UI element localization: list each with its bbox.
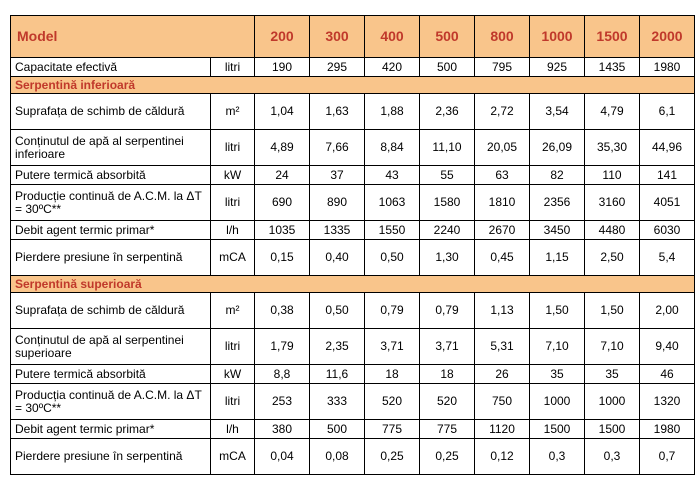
header-row	[11, 16, 695, 58]
model-column-header: 500	[420, 16, 475, 58]
value-cell: 520	[420, 384, 475, 420]
spec-table	[10, 15, 695, 475]
value-cell: 3,54	[530, 94, 585, 130]
parameter-cell: Conținutul de apă al serpentinei inferioare	[11, 130, 211, 166]
unit-cell: litri	[211, 185, 255, 221]
value-cell: 2,35	[310, 329, 365, 365]
value-cell: 7,10	[585, 329, 640, 365]
value-cell: 1550	[365, 221, 420, 240]
unit-cell: litri	[211, 58, 255, 77]
value-cell: 26	[475, 365, 530, 384]
value-cell: 1000	[585, 384, 640, 420]
value-cell: 110	[585, 166, 640, 185]
value-cell: 55	[420, 166, 475, 185]
value-cell: 1,50	[530, 293, 585, 329]
unit-cell: kW	[211, 365, 255, 384]
value-cell: 0,50	[310, 293, 365, 329]
value-cell: 0,79	[365, 293, 420, 329]
parameter-cell: Debit agent termic primar*	[11, 420, 211, 439]
section-title: Serpentină inferioară	[11, 77, 695, 94]
value-cell: 520	[365, 384, 420, 420]
spec-table-body	[11, 58, 695, 475]
parameter-cell: Putere termică absorbită	[11, 365, 211, 384]
section-title: Serpentină superioară	[11, 276, 695, 293]
value-cell: 1,63	[310, 94, 365, 130]
table-row	[11, 185, 695, 221]
table-row	[11, 94, 695, 130]
value-cell: 1,15	[530, 240, 585, 276]
value-cell: 0,15	[255, 240, 310, 276]
value-cell: 7,66	[310, 130, 365, 166]
value-cell: 1500	[585, 420, 640, 439]
value-cell: 2,36	[420, 94, 475, 130]
value-cell: 43	[365, 166, 420, 185]
value-cell: 190	[255, 58, 310, 77]
value-cell: 775	[420, 420, 475, 439]
parameter-cell: Suprafața de schimb de căldură	[11, 293, 211, 329]
unit-cell: mCA	[211, 240, 255, 276]
value-cell: 750	[475, 384, 530, 420]
value-cell: 775	[365, 420, 420, 439]
model-column-header: 1500	[585, 16, 640, 58]
value-cell: 500	[310, 420, 365, 439]
value-cell: 4,79	[585, 94, 640, 130]
value-cell: 35	[530, 365, 585, 384]
table-row	[11, 166, 695, 185]
value-cell: 0,25	[365, 439, 420, 475]
value-cell: 2356	[530, 185, 585, 221]
section-header-row	[11, 77, 695, 94]
value-cell: 3450	[530, 221, 585, 240]
value-cell: 4051	[640, 185, 695, 221]
value-cell: 63	[475, 166, 530, 185]
value-cell: 11,6	[310, 365, 365, 384]
value-cell: 44,96	[640, 130, 695, 166]
value-cell: 0,3	[530, 439, 585, 475]
value-cell: 37	[310, 166, 365, 185]
value-cell: 1035	[255, 221, 310, 240]
value-cell: 2,00	[640, 293, 695, 329]
value-cell: 1320	[640, 384, 695, 420]
value-cell: 0,79	[420, 293, 475, 329]
value-cell: 6030	[640, 221, 695, 240]
value-cell: 2670	[475, 221, 530, 240]
value-cell: 0,50	[365, 240, 420, 276]
unit-cell: l/h	[211, 420, 255, 439]
value-cell: 26,09	[530, 130, 585, 166]
parameter-cell: Suprafața de schimb de căldură	[11, 94, 211, 130]
section-header-row	[11, 276, 695, 293]
model-header: Model	[11, 16, 255, 58]
parameter-cell: Putere termică absorbită	[11, 166, 211, 185]
table-row	[11, 365, 695, 384]
table-row	[11, 329, 695, 365]
model-column-header: 800	[475, 16, 530, 58]
value-cell: 333	[310, 384, 365, 420]
unit-cell: kW	[211, 166, 255, 185]
parameter-cell: Debit agent termic primar*	[11, 221, 211, 240]
value-cell: 0,12	[475, 439, 530, 475]
value-cell: 500	[420, 58, 475, 77]
value-cell: 1,88	[365, 94, 420, 130]
unit-cell: litri	[211, 130, 255, 166]
value-cell: 253	[255, 384, 310, 420]
value-cell: 5,4	[640, 240, 695, 276]
value-cell: 925	[530, 58, 585, 77]
value-cell: 3160	[585, 185, 640, 221]
value-cell: 141	[640, 166, 695, 185]
value-cell: 690	[255, 185, 310, 221]
value-cell: 0,7	[640, 439, 695, 475]
value-cell: 0,08	[310, 439, 365, 475]
value-cell: 1,04	[255, 94, 310, 130]
value-cell: 4480	[585, 221, 640, 240]
value-cell: 6,1	[640, 94, 695, 130]
value-cell: 1,30	[420, 240, 475, 276]
model-column-header: 400	[365, 16, 420, 58]
value-cell: 0,40	[310, 240, 365, 276]
parameter-cell: Conținutul de apă al serpentinei superioare	[11, 329, 211, 365]
table-row	[11, 240, 695, 276]
value-cell: 3,71	[420, 329, 475, 365]
parameter-cell: Pierdere presiune în serpentină	[11, 240, 211, 276]
value-cell: 1980	[640, 420, 695, 439]
value-cell: 20,05	[475, 130, 530, 166]
parameter-cell: Pierdere presiune în serpentină	[11, 439, 211, 475]
value-cell: 0,3	[585, 439, 640, 475]
value-cell: 9,40	[640, 329, 695, 365]
value-cell: 1063	[365, 185, 420, 221]
value-cell: 1580	[420, 185, 475, 221]
value-cell: 8,8	[255, 365, 310, 384]
value-cell: 3,71	[365, 329, 420, 365]
value-cell: 0,38	[255, 293, 310, 329]
model-column-header: 1000	[530, 16, 585, 58]
value-cell: 2,72	[475, 94, 530, 130]
unit-cell: m²	[211, 293, 255, 329]
value-cell: 1000	[530, 384, 585, 420]
value-cell: 5,31	[475, 329, 530, 365]
value-cell: 35,30	[585, 130, 640, 166]
value-cell: 0,25	[420, 439, 475, 475]
model-column-header: 200	[255, 16, 310, 58]
value-cell: 1980	[640, 58, 695, 77]
value-cell: 890	[310, 185, 365, 221]
value-cell: 24	[255, 166, 310, 185]
value-cell: 0,45	[475, 240, 530, 276]
value-cell: 2,50	[585, 240, 640, 276]
parameter-cell: Producția continuă de A.C.M. la ΔT = 30ºC**	[11, 384, 211, 420]
parameter-cell: Capacitate efectivă	[11, 58, 211, 77]
value-cell: 1435	[585, 58, 640, 77]
value-cell: 1120	[475, 420, 530, 439]
value-cell: 18	[365, 365, 420, 384]
value-cell: 35	[585, 365, 640, 384]
value-cell: 0,04	[255, 439, 310, 475]
value-cell: 295	[310, 58, 365, 77]
value-cell: 1500	[530, 420, 585, 439]
value-cell: 795	[475, 58, 530, 77]
table-row	[11, 439, 695, 475]
value-cell: 1810	[475, 185, 530, 221]
value-cell: 8,84	[365, 130, 420, 166]
value-cell: 18	[420, 365, 475, 384]
value-cell: 1335	[310, 221, 365, 240]
table-row	[11, 58, 695, 77]
table-row	[11, 420, 695, 439]
value-cell: 420	[365, 58, 420, 77]
table-row	[11, 384, 695, 420]
value-cell: 1,50	[585, 293, 640, 329]
model-column-header: 2000	[640, 16, 695, 58]
parameter-cell: Producție continuă de A.C.M. la ΔT = 30ºC**	[11, 185, 211, 221]
unit-cell: l/h	[211, 221, 255, 240]
unit-cell: litri	[211, 329, 255, 365]
value-cell: 4,89	[255, 130, 310, 166]
value-cell: 1,79	[255, 329, 310, 365]
model-column-header: 300	[310, 16, 365, 58]
value-cell: 7,10	[530, 329, 585, 365]
table-row	[11, 130, 695, 166]
table-row	[11, 293, 695, 329]
unit-cell: mCA	[211, 439, 255, 475]
unit-cell: litri	[211, 384, 255, 420]
value-cell: 11,10	[420, 130, 475, 166]
value-cell: 2240	[420, 221, 475, 240]
value-cell: 380	[255, 420, 310, 439]
table-row	[11, 221, 695, 240]
value-cell: 46	[640, 365, 695, 384]
value-cell: 1,13	[475, 293, 530, 329]
value-cell: 82	[530, 166, 585, 185]
unit-cell: m²	[211, 94, 255, 130]
